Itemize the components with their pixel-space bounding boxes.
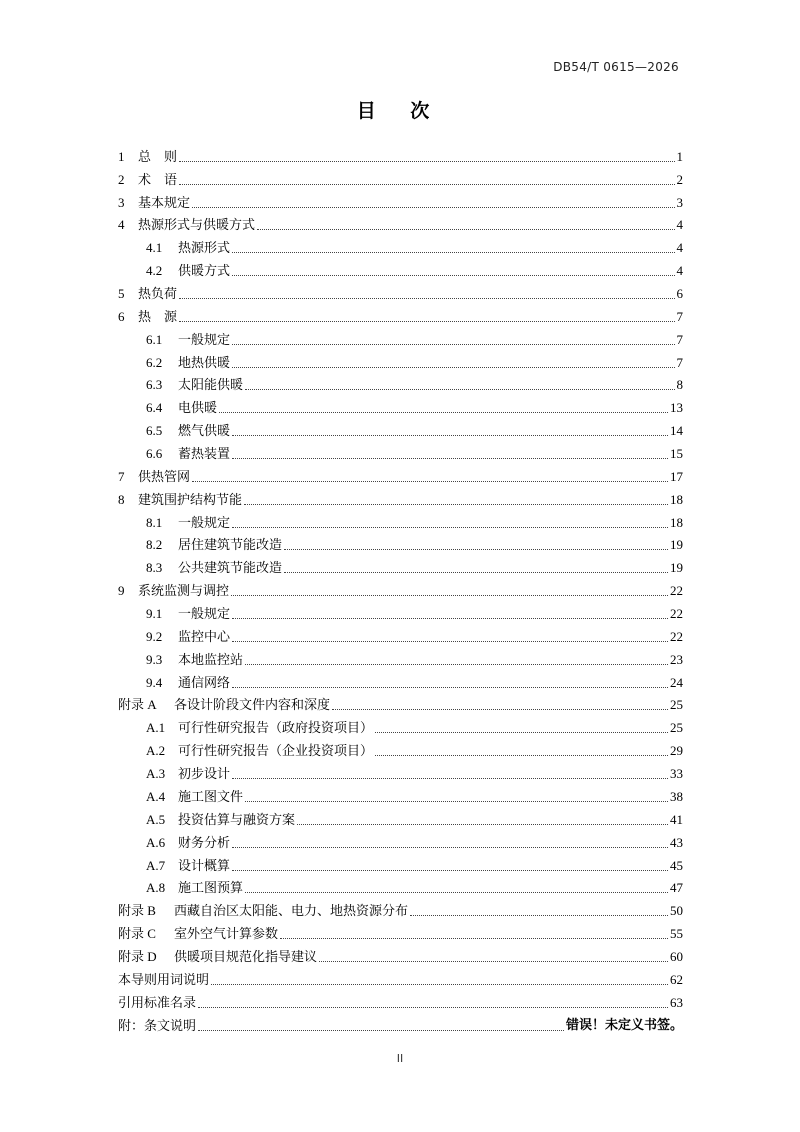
toc-entry[interactable]	[118, 989, 683, 1012]
dot-leader	[179, 298, 674, 299]
dot-leader	[179, 161, 674, 162]
toc-entry[interactable]	[118, 532, 683, 555]
toc-entry-title: 地热供暖	[178, 354, 231, 370]
toc-entry[interactable]	[118, 829, 683, 852]
toc-entry-page: 6	[676, 286, 683, 302]
toc-entry[interactable]	[118, 623, 683, 646]
dot-leader	[232, 435, 668, 436]
toc-entry-title: 可行性研究报告（企业投资项目）	[178, 743, 374, 759]
toc-entry-number: 7	[118, 468, 125, 484]
toc-entry-page: 4	[676, 240, 683, 256]
toc-entry-page: 33	[670, 766, 683, 782]
toc-entry-number: 9.1	[146, 606, 163, 622]
toc-entry-number: 8	[118, 491, 125, 507]
toc-entry[interactable]	[118, 646, 683, 669]
toc-entry[interactable]	[118, 1012, 683, 1035]
toc-entry[interactable]	[118, 554, 683, 577]
toc-entry-title: 各设计阶段文件内容和深度	[174, 697, 331, 713]
toc-entry-number: 8.1	[146, 514, 163, 530]
dot-leader	[257, 229, 674, 230]
toc-entry-page: 17	[670, 468, 683, 484]
dot-leader	[232, 687, 668, 688]
toc-entry-number: 6.2	[146, 354, 163, 370]
toc-entry-title: 可行性研究报告（政府投资项目）	[178, 720, 374, 736]
toc-entry[interactable]	[118, 714, 683, 737]
toc-entry-page: 3	[676, 194, 683, 210]
dot-leader	[375, 732, 668, 733]
dot-leader	[179, 321, 674, 322]
dot-leader	[232, 367, 674, 368]
toc-entry[interactable]	[118, 852, 683, 875]
toc-entry-number: 6	[118, 308, 125, 324]
toc-entry-number: A.3	[146, 766, 166, 782]
dot-leader	[192, 481, 668, 482]
dot-leader	[245, 389, 674, 390]
toc-entry[interactable]	[118, 349, 683, 372]
toc-entry-title: 一般规定	[178, 606, 231, 622]
dot-leader	[410, 915, 668, 916]
dot-leader	[284, 572, 668, 573]
dot-leader	[375, 755, 668, 756]
dot-leader	[232, 778, 668, 779]
toc-entry[interactable]	[118, 234, 683, 257]
toc-entry[interactable]	[118, 760, 683, 783]
toc-entry-page: 63	[670, 994, 683, 1010]
toc-entry[interactable]	[118, 920, 683, 943]
toc-entry-number: A.5	[146, 811, 166, 827]
toc-entry-title: 公共建筑节能改造	[178, 560, 283, 576]
toc-entry-title: 初步设计	[178, 766, 231, 782]
toc-entry-number: A.6	[146, 834, 166, 850]
toc-entry-title: 本导则用词说明	[118, 971, 210, 987]
dot-leader	[232, 618, 668, 619]
toc-entry-number: 3	[118, 194, 125, 210]
toc-entry-number: 8.2	[146, 537, 163, 553]
table-of-contents	[118, 143, 683, 1035]
toc-entry-page: 62	[670, 971, 683, 987]
toc-entry-title: 投资估算与融资方案	[178, 811, 296, 827]
toc-entry[interactable]	[118, 806, 683, 829]
toc-entry-number: 9.3	[146, 651, 163, 667]
toc-entry-number: 附录 A	[118, 697, 157, 713]
toc-entry[interactable]	[118, 669, 683, 692]
toc-entry-number: 6.3	[146, 377, 163, 393]
toc-entry-page: 7	[676, 308, 683, 324]
toc-entry-number: 5	[118, 286, 125, 302]
toc-entry-number: 4	[118, 217, 125, 233]
toc-entry-page: 41	[670, 811, 683, 827]
toc-entry[interactable]	[118, 212, 683, 235]
toc-entry-title: 财务分析	[178, 834, 231, 850]
toc-entry[interactable]	[118, 875, 683, 898]
toc-entry-number: 8.3	[146, 560, 163, 576]
toc-entry-page: 4	[676, 217, 683, 233]
dot-leader	[198, 1030, 564, 1031]
toc-entry-page: 13	[670, 400, 683, 416]
toc-entry[interactable]	[118, 737, 683, 760]
toc-entry-number: 6.1	[146, 331, 163, 347]
toc-entry-page: 14	[670, 423, 683, 439]
dot-leader	[232, 275, 674, 276]
toc-entry[interactable]	[118, 692, 683, 715]
toc-entry-number: 9.2	[146, 628, 163, 644]
toc-entry-title: 热源形式与供暖方式	[138, 217, 256, 233]
toc-entry-page: 4	[676, 263, 683, 279]
dot-leader	[179, 184, 674, 185]
toc-entry[interactable]	[118, 166, 683, 189]
toc-entry-title: 通信网络	[178, 674, 231, 690]
toc-entry[interactable]	[118, 417, 683, 440]
toc-entry-title: 热源形式	[178, 240, 231, 256]
toc-entry-page: 7	[676, 331, 683, 347]
toc-entry-page: 22	[670, 628, 683, 644]
toc-entry[interactable]	[118, 600, 683, 623]
toc-entry[interactable]	[118, 189, 683, 212]
toc-entry-title: 一般规定	[178, 331, 231, 347]
toc-entry[interactable]	[118, 372, 683, 395]
dot-leader	[245, 801, 668, 802]
toc-entry-number: 1	[118, 148, 125, 164]
toc-entry-number: 4.1	[146, 240, 163, 256]
toc-entry-page: 25	[670, 720, 683, 736]
dot-leader	[245, 664, 668, 665]
toc-entry-title: 施工图预算	[178, 880, 244, 896]
toc-entry[interactable]	[118, 486, 683, 509]
toc-entry-title: 监控中心	[178, 628, 231, 644]
toc-entry-title: 燃气供暖	[178, 423, 231, 439]
toc-entry[interactable]	[118, 783, 683, 806]
dot-leader	[232, 527, 668, 528]
toc-entry-number: 9	[118, 583, 125, 599]
toc-entry-page: 2	[676, 171, 683, 187]
toc-entry-page: 22	[670, 583, 683, 599]
document-code: DB54/T 0615—2026	[553, 60, 679, 74]
toc-entry-title: 附：条文说明	[118, 1017, 197, 1033]
dot-leader	[244, 504, 668, 505]
toc-entry-number: 附录 C	[118, 926, 156, 942]
dot-leader	[211, 984, 668, 985]
toc-entry-page: 45	[670, 857, 683, 873]
toc-entry[interactable]	[118, 143, 683, 166]
toc-entry-page: 22	[670, 606, 683, 622]
dot-leader	[332, 709, 668, 710]
dot-leader	[192, 207, 674, 208]
toc-entry-number: 4.2	[146, 263, 163, 279]
toc-entry-page: 15	[670, 446, 683, 462]
dot-leader	[232, 458, 668, 459]
toc-entry-page: 19	[670, 537, 683, 553]
dot-leader	[232, 641, 668, 642]
page-number: II	[396, 1052, 404, 1065]
toc-entry-page: 8	[676, 377, 683, 393]
toc-entry-page: 23	[670, 651, 683, 667]
toc-entry-title: 供热管网	[138, 468, 191, 484]
toc-entry-page: 19	[670, 560, 683, 576]
toc-entry-title: 系统监测与调控	[138, 583, 230, 599]
toc-entry-number: A.1	[146, 720, 166, 736]
toc-entry-page: 错误！未定义书签。	[565, 1017, 683, 1033]
dot-leader	[245, 892, 668, 893]
toc-entry-title: 热 源	[138, 308, 178, 324]
page-title: 目 次	[356, 100, 444, 122]
toc-entry-page: 18	[670, 491, 683, 507]
toc-entry-title: 总 则	[138, 148, 178, 164]
toc-entry[interactable]	[118, 326, 683, 349]
toc-entry-title: 施工图文件	[178, 788, 244, 804]
toc-entry-title: 供暖方式	[178, 263, 231, 279]
toc-entry-number: 9.4	[146, 674, 163, 690]
toc-entry[interactable]	[118, 943, 683, 966]
dot-leader	[232, 870, 668, 871]
dot-leader	[231, 595, 668, 596]
toc-entry-title: 西藏自治区太阳能、电力、地热资源分布	[174, 903, 409, 919]
toc-entry[interactable]	[118, 509, 683, 532]
dot-leader	[219, 412, 668, 413]
toc-entry-title: 基本规定	[138, 194, 191, 210]
toc-entry-page: 43	[670, 834, 683, 850]
toc-entry-number: 6.5	[146, 423, 163, 439]
dot-leader	[297, 824, 668, 825]
dot-leader	[232, 344, 674, 345]
dot-leader	[280, 938, 668, 939]
toc-entry-title: 引用标准名录	[118, 994, 197, 1010]
toc-entry-number: 附录 B	[118, 903, 156, 919]
toc-entry[interactable]	[118, 966, 683, 989]
dot-leader	[319, 961, 668, 962]
toc-entry-title: 一般规定	[178, 514, 231, 530]
toc-entry-title: 电供暖	[178, 400, 218, 416]
toc-entry-page: 38	[670, 788, 683, 804]
toc-entry[interactable]	[118, 394, 683, 417]
toc-entry-number: A.2	[146, 743, 166, 759]
dot-leader	[198, 1007, 668, 1008]
dot-leader	[232, 847, 668, 848]
toc-entry[interactable]	[118, 440, 683, 463]
toc-entry-number: A.4	[146, 788, 166, 804]
toc-entry-page: 18	[670, 514, 683, 530]
toc-entry-number: 附录 D	[118, 948, 157, 964]
toc-entry-page: 47	[670, 880, 683, 896]
toc-entry-number: A.8	[146, 880, 166, 896]
toc-entry[interactable]	[118, 463, 683, 486]
toc-entry-page: 25	[670, 697, 683, 713]
toc-entry-page: 55	[670, 926, 683, 942]
toc-entry-number: A.7	[146, 857, 166, 873]
toc-entry[interactable]	[118, 577, 683, 600]
toc-entry[interactable]	[118, 280, 683, 303]
toc-entry-title: 居住建筑节能改造	[178, 537, 283, 553]
toc-entry-title: 热负荷	[138, 286, 178, 302]
dot-leader	[232, 252, 674, 253]
toc-entry-title: 建筑围护结构节能	[138, 491, 243, 507]
toc-entry[interactable]	[118, 257, 683, 280]
toc-entry-page: 24	[670, 674, 683, 690]
toc-entry-page: 7	[676, 354, 683, 370]
toc-entry-number: 6.4	[146, 400, 163, 416]
toc-entry-title: 术 语	[138, 171, 178, 187]
toc-entry-number: 6.6	[146, 446, 163, 462]
toc-entry-number: 2	[118, 171, 125, 187]
toc-entry-title: 室外空气计算参数	[174, 926, 279, 942]
toc-entry-title: 本地监控站	[178, 651, 244, 667]
toc-entry-page: 50	[670, 903, 683, 919]
toc-entry-title: 蓄热装置	[178, 446, 231, 462]
toc-entry-page: 1	[676, 148, 683, 164]
toc-entry-page: 29	[670, 743, 683, 759]
toc-entry[interactable]	[118, 303, 683, 326]
toc-entry-title: 供暖项目规范化指导建议	[174, 948, 318, 964]
dot-leader	[284, 549, 668, 550]
toc-entry-title: 太阳能供暖	[178, 377, 244, 393]
toc-entry-page: 60	[670, 948, 683, 964]
toc-entry[interactable]	[118, 897, 683, 920]
toc-entry-title: 设计概算	[178, 857, 231, 873]
